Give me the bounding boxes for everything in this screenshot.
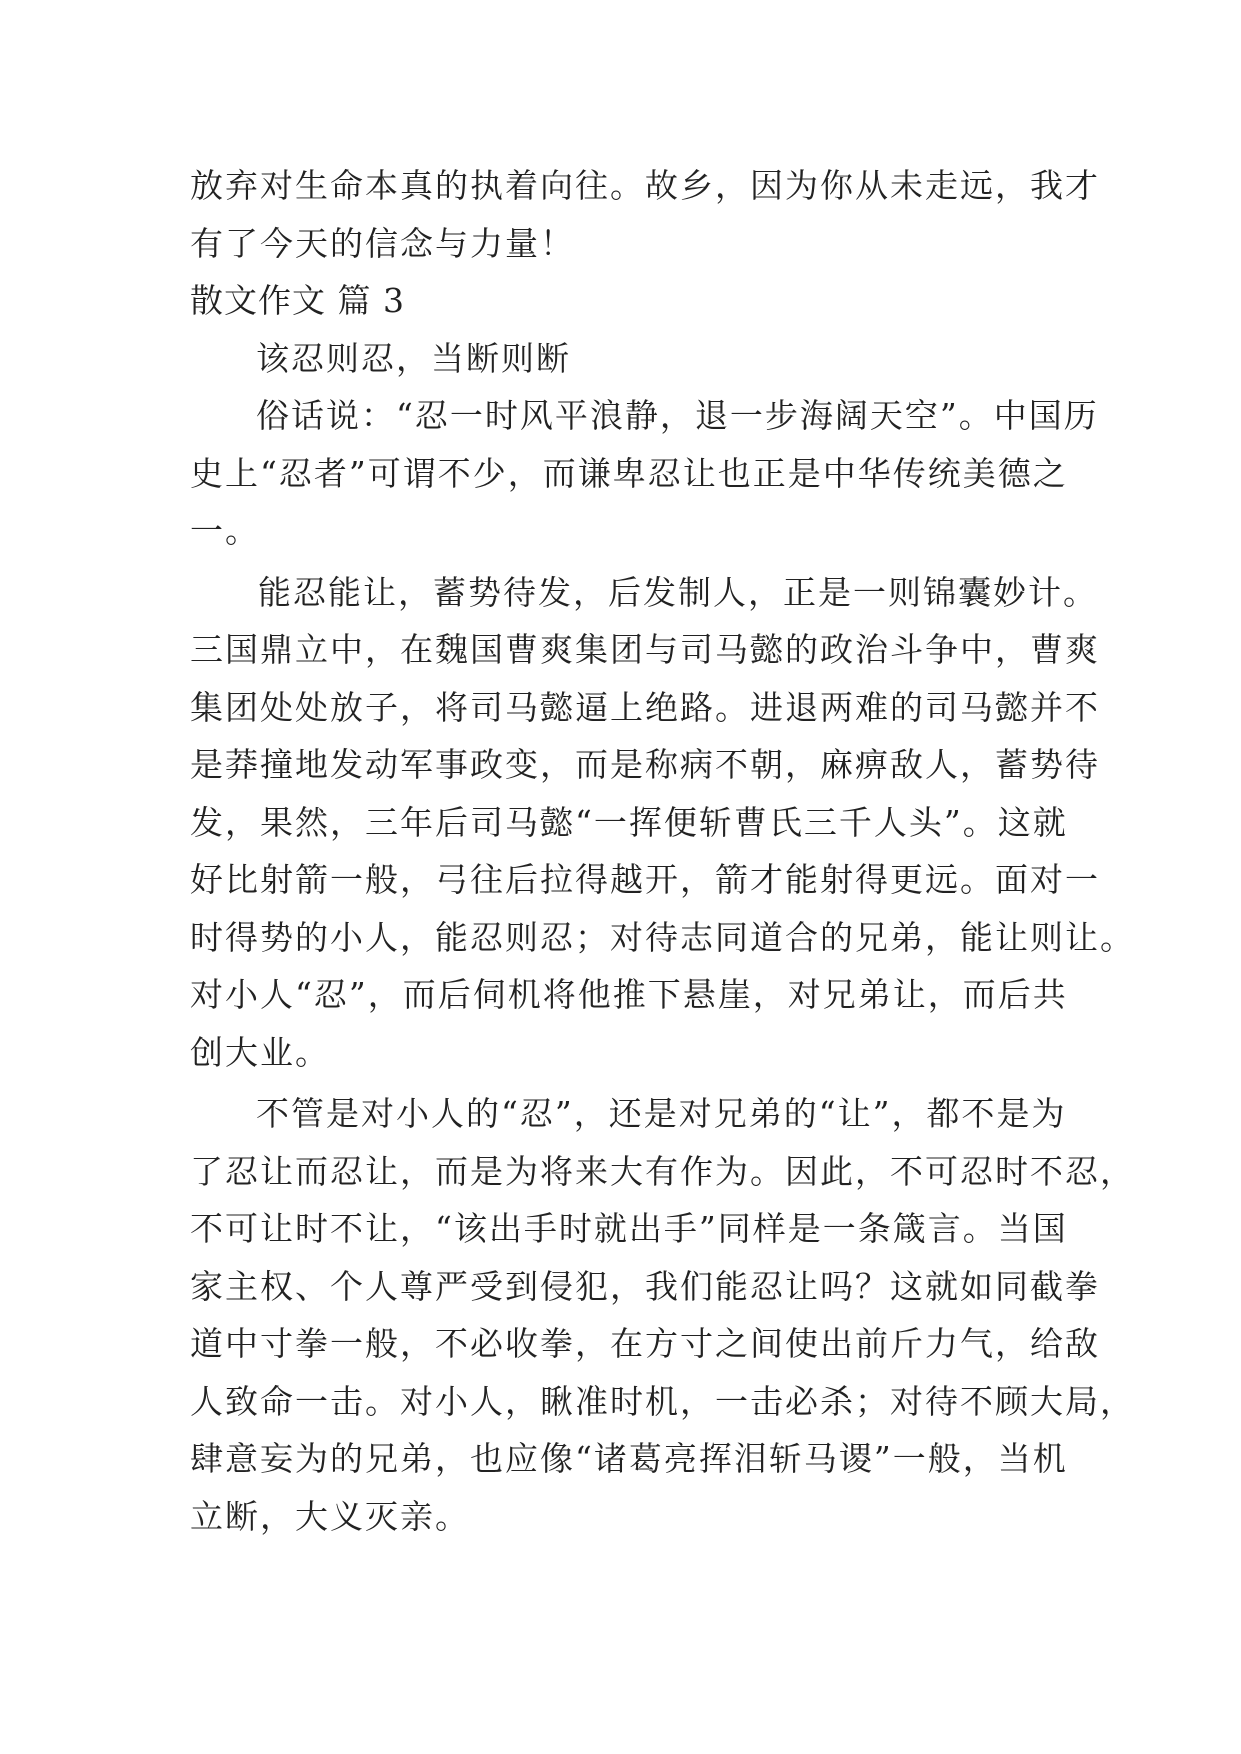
essay-title: 该忍则忍，当断则断	[256, 338, 571, 378]
paragraph-2-line: 对小人“忍”，而后伺机将他推下悬崖，对兄弟让，而后共	[190, 975, 1068, 1014]
document-body	[190, 157, 1135, 1545]
paragraph-2-line: 创大业。	[190, 1032, 330, 1072]
paragraph-3-line: 肆意妄为的兄弟，也应像“诸葛亮挥泪斩马谡”一般，当机	[190, 1439, 1068, 1478]
paragraph-3-line: 不可让时不让，“该出手时就出手”同样是一条箴言。当国	[190, 1209, 1068, 1248]
paragraph-3-line: 了忍让而忍让，而是为将来大有作为。因此，不可忍时不忍，	[190, 1151, 1135, 1191]
paragraph-1	[190, 387, 1099, 560]
intro-line-2: 有了今天的信念与力量！	[190, 223, 575, 263]
paragraph-1-line: 一。	[190, 511, 260, 550]
paragraph-2-line: 集团处处放子，将司马懿逼上绝路。进退两难的司马懿并不	[190, 687, 1100, 727]
paragraph-3-line: 道中寸拳一般，不必收拳，在方寸之间使出前斤力气，给敌	[190, 1324, 1100, 1363]
paragraph-2-line: 能忍能让，蓄势待发，后发制人，正是一则锦囊妙计。	[258, 572, 1098, 612]
intro-line-1: 放弃对生命本真的执着向往。故乡，因为你从未走远，我才	[190, 166, 1100, 205]
paragraph-2	[190, 564, 1135, 1082]
paragraph-3	[190, 1085, 1135, 1545]
paragraph-2-line: 是莽撞地发动军事政变，而是称病不朝，麻痹敌人，蓄势待	[190, 745, 1100, 784]
paragraph-3-line: 立断，大义灭亲。	[190, 1496, 470, 1536]
paragraph-3-line: 不管是对小人的“忍”，还是对兄弟的“让”，都不是为	[256, 1094, 1067, 1133]
paragraph-3-line: 人致命一击。对小人，瞅准时机，一击必杀；对待不顾大局，	[190, 1381, 1135, 1421]
paragraph-2-line: 三国鼎立中，在魏国曹爽集团与司马懿的政治斗争中，曹爽	[190, 630, 1100, 669]
paragraph-3-line: 家主权、个人尊严受到侵犯，我们能忍让吗？这就如同截拳	[190, 1266, 1100, 1306]
section-title: 散文作文 篇 3	[190, 281, 405, 320]
paragraph-2-line: 时得势的小人，能忍则忍；对待志同道合的兄弟，能让则让。	[190, 917, 1135, 957]
paragraph-2-line: 发，果然，三年后司马懿“一挥便斩曹氏三千人头”。这就	[190, 802, 1068, 842]
paragraph-1-line: 俗话说：“忍一时风平浪静，退一步海阔天空”。中国历	[256, 396, 1099, 435]
paragraph-2-line: 好比射箭一般，弓往后拉得越开，箭才能射得更远。面对一	[190, 860, 1100, 899]
paragraph-1-line: 史上“忍者”可谓不少，而谦卑忍让也正是中华传统美德之	[190, 453, 1068, 493]
